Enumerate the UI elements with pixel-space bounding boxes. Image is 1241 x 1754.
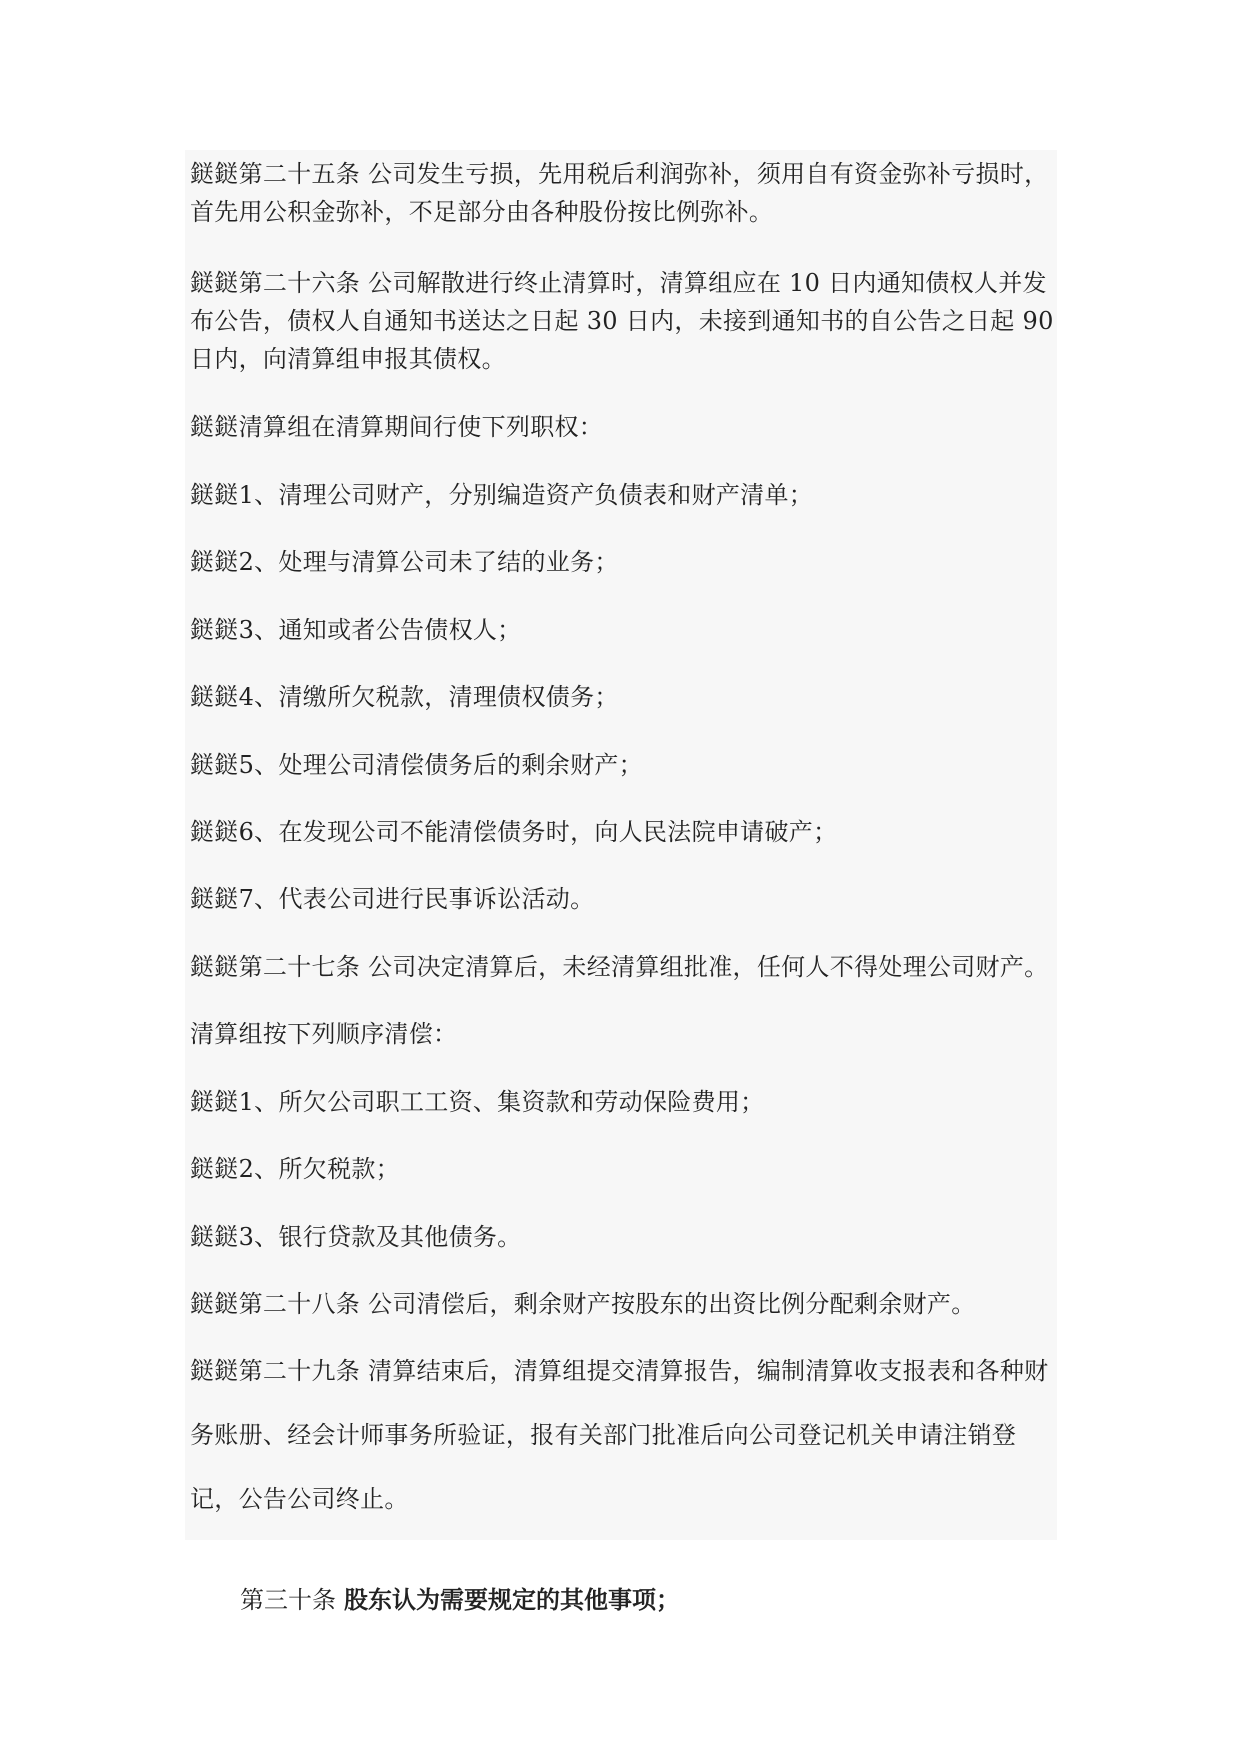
power-item-2: 鎹鎹2、处理与清算公司未了结的业务； — [190, 548, 619, 576]
article-29: 鎹鎹第二十九条 清算结束后，清算组提交清算报告，编制清算收支报表和各种财务账册、经会计师事务所验证，报有关部门批准后向公司登记机关申请注销登记，公告公司终止。 — [190, 1357, 1049, 1513]
article-30-title: 股东认为需要规定的其他事项； — [344, 1585, 680, 1614]
power-item-6: 鎹鎹6、在发现公司不能清偿债务时，向人民法院申请破产； — [190, 818, 838, 846]
repayment-item-1: 鎹鎹1、所欠公司职工工资、集资款和劳动保险费用； — [190, 1088, 765, 1116]
article-30-label: 第三十条 — [240, 1586, 336, 1614]
power-item-1: 鎹鎹1、清理公司财产，分别编造资产负债表和财产清单； — [190, 481, 814, 509]
power-item-4: 鎹鎹4、清缴所欠税款，清理债权债务； — [190, 683, 619, 711]
power-item-3: 鎹鎹3、通知或者公告债权人； — [190, 616, 522, 644]
article-30-heading — [240, 1582, 680, 1618]
article-26: 鎹鎹第二十六条 公司解散进行终止清算时，清算组应在 10 日内通知债权人并发布公告，债权人自通知书送达之日起 30 日内，未接到通知书的自公告之日起 90 日内，向清算组申报其债权。 — [190, 269, 1054, 373]
article-27: 鎹鎹第二十七条 公司决定清算后，未经清算组批准，任何人不得处理公司财产。 — [190, 953, 1049, 981]
repayment-order-intro: 清算组按下列顺序清偿： — [190, 1020, 458, 1048]
power-item-7: 鎹鎹7、代表公司进行民事诉讼活动。 — [190, 885, 595, 913]
power-item-5: 鎹鎹5、处理公司清偿债务后的剩余财产； — [190, 751, 643, 779]
article-25: 鎹鎹第二十五条 公司发生亏损，先用税后利润弥补，须用自有资金弥补亏损时，首先用公积金弥补，不足部分由各种股份按比例弥补。 — [190, 160, 1049, 226]
repayment-item-2: 鎹鎹2、所欠税款； — [190, 1155, 400, 1183]
repayment-item-3: 鎹鎹3、银行贷款及其他债务。 — [190, 1223, 522, 1251]
article-28: 鎹鎹第二十八条 公司清偿后，剩余财产按股东的出资比例分配剩余财产。 — [190, 1290, 976, 1318]
liquidation-powers-intro: 鎹鎹清算组在清算期间行使下列职权： — [190, 413, 604, 441]
